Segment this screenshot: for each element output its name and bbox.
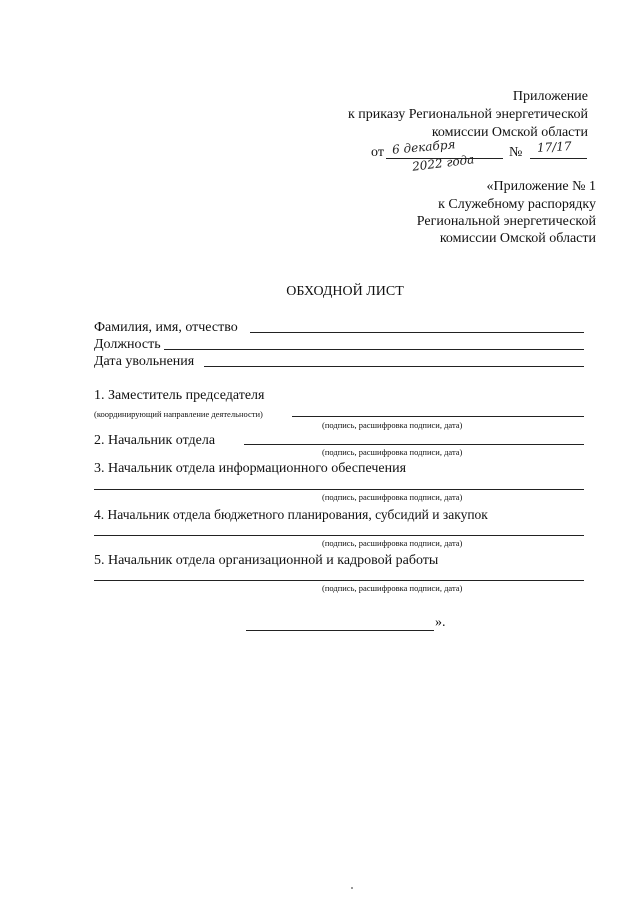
item-1-label: 1. Заместитель председателя (94, 388, 265, 403)
item-4-label: 4. Начальник отдела бюджетного планирования, субсидий и закупок (94, 507, 488, 522)
item-3-caption: (подпись, расшифровка подписи, дата) (322, 492, 463, 502)
appendix-line-4: комиссии Омской области (439, 231, 596, 246)
item-2-signature-line[interactable] (244, 444, 584, 445)
field-position-label: Должность (94, 337, 161, 352)
number-prefix: № (509, 145, 523, 160)
scan-dot (351, 887, 353, 889)
field-dismissal-date-line[interactable] (204, 366, 584, 367)
item-2-label: 2. Начальник отдела (94, 433, 216, 448)
date-handwritten-2: 2022 года (411, 152, 476, 174)
field-dismissal-date-label: Дата увольнения (94, 354, 195, 369)
item-1-caption: (подпись, расшифровка подписи, дата) (322, 420, 463, 430)
appendix-line-2: к Служебному распорядку (438, 197, 596, 212)
appendix-line-3: Региональной энергетической (416, 214, 596, 229)
field-position-line[interactable] (164, 349, 584, 350)
item-2-caption: (подпись, расшифровка подписи, дата) (322, 447, 463, 457)
item-3-signature-line[interactable] (94, 489, 584, 490)
number-handwritten: 17/17 (536, 139, 572, 155)
item-4-caption: (подпись, расшифровка подписи, дата) (322, 538, 463, 548)
field-fio-line[interactable] (250, 332, 584, 333)
closing-line[interactable] (246, 630, 434, 631)
appendix-line-1: «Приложение № 1 (486, 179, 596, 194)
field-fio-label: Фамилия, имя, отчество (94, 320, 238, 335)
item-1-sub: (координирующий направление деятельности) (94, 409, 263, 419)
header-line-1: Приложение (512, 89, 588, 104)
header-line-3: комиссии Омской области (431, 125, 588, 140)
page-title: ОБХОДНОЙ ЛИСТ (286, 284, 404, 299)
date-prefix: от (371, 145, 384, 160)
item-5-label: 5. Начальник отдела организационной и кадровой работы (94, 553, 439, 568)
date-handwritten-1: 6 декабря (391, 137, 456, 157)
item-5-caption: (подпись, расшифровка подписи, дата) (322, 583, 463, 593)
item-1-signature-line[interactable] (292, 416, 584, 417)
item-4-signature-line[interactable] (94, 535, 584, 536)
closing-mark: ». (435, 615, 446, 630)
item-5-signature-line[interactable] (94, 580, 584, 581)
number-underline (530, 158, 587, 159)
item-3-label: 3. Начальник отдела информационного обеспечения (94, 461, 407, 476)
header-line-2: к приказу Региональной энергетической (347, 107, 588, 122)
